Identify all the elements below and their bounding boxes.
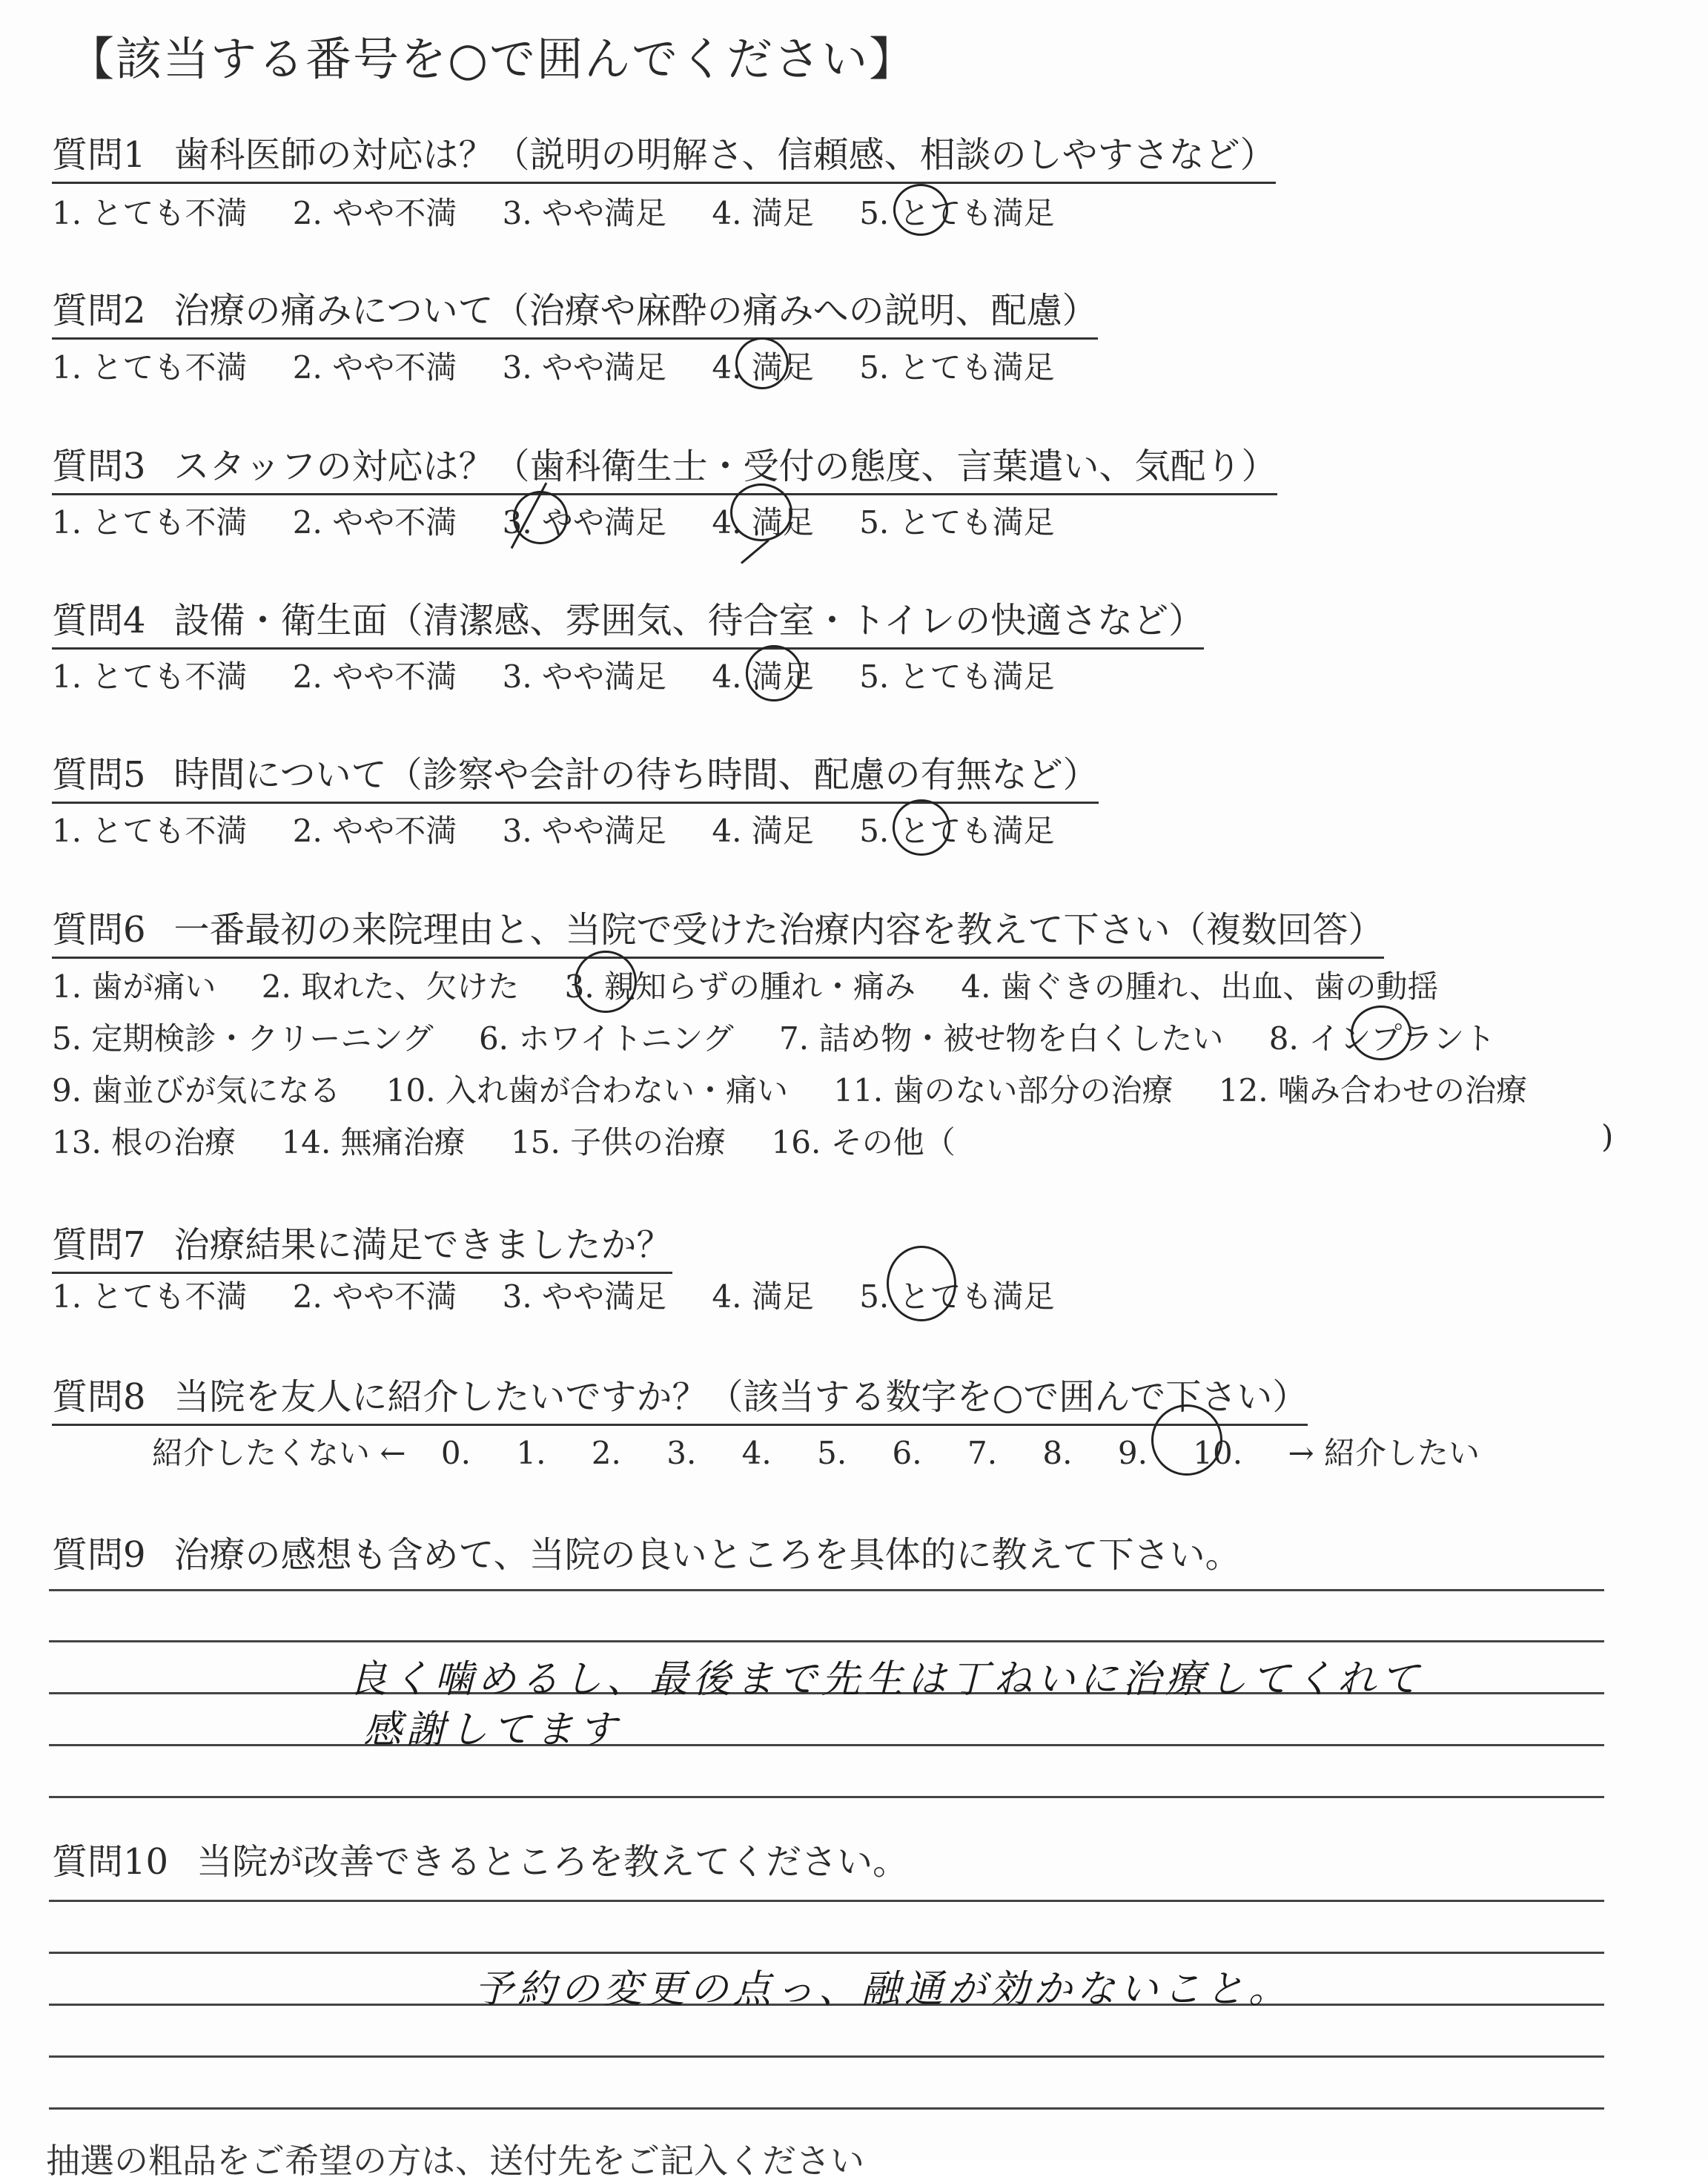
scale-1[interactable]: 1. [516,1435,546,1471]
question-2 [52,282,1098,340]
q6-options-row-4 [52,1118,991,1163]
q7-option-5[interactable]: 5. とても満足 [859,1278,1055,1315]
page-title: 【該当する番号を○で囲んでください】 [68,32,917,86]
answer-line [49,1796,1604,1798]
q4-option-2[interactable]: 2. やや不満 [292,658,457,695]
question-text: 一番最初の来院理由と、当院で受けた治療内容を教えて下さい（複数回答） [173,909,1384,951]
question-text: 治療結果に満足できましたか？ [173,1224,672,1266]
question-10 [52,1833,908,1889]
handwritten-answer-line-2: 感謝してます [363,1708,622,1752]
question-number: 質問7 [52,1224,146,1266]
q6-option-6[interactable]: 6. ホワイトニング [478,1020,734,1057]
question-3 [52,437,1277,495]
question-number: 質問3 [52,446,146,487]
q4-option-4[interactable]: 4. 満足 [712,658,814,695]
q6-option-15[interactable]: 15. 子供の治療 [511,1124,726,1160]
question-number: 質問2 [52,290,146,331]
scale-3[interactable]: 3. [666,1435,697,1471]
question-5 [52,746,1099,804]
q5-option-4[interactable]: 4. 満足 [712,813,814,849]
question-text: 治療の痛みについて（治療や麻酔の痛みへの説明、配慮） [173,290,1098,331]
q6-option-13[interactable]: 13. 根の治療 [52,1124,236,1160]
q7-option-4[interactable]: 4. 満足 [712,1278,814,1315]
scale-right-label: → 紹介したい [1288,1435,1480,1471]
q7-options [52,1272,1090,1317]
q2-options [52,343,1090,388]
answer-line [49,2055,1604,2058]
scale-2[interactable]: 2. [591,1435,621,1471]
q6-option-16[interactable]: 16. その他（ [771,1124,956,1160]
q5-option-5[interactable]: 5. とても満足 [859,813,1055,849]
q5-option-2[interactable]: 2. やや不満 [292,813,457,849]
scale-4[interactable]: 4. [741,1435,772,1471]
q2-option-1[interactable]: 1. とても不満 [52,349,248,386]
q7-option-1[interactable]: 1. とても不満 [52,1278,248,1315]
q4-option-1[interactable]: 1. とても不満 [52,658,248,695]
q6-options-row-2 [52,1014,1531,1059]
q6-option-14[interactable]: 14. 無痛治療 [281,1124,466,1160]
q4-options [52,653,1090,697]
question-number: 質問1 [52,134,146,176]
question-4 [52,592,1204,650]
answer-line [49,1640,1604,1642]
scale-6[interactable]: 6. [892,1435,922,1471]
question-1 [52,126,1276,184]
recommend-scale [152,1429,1480,1473]
q2-option-4[interactable]: 4. 満足 [712,349,814,386]
question-9 [52,1526,1241,1582]
q6-option-5[interactable]: 5. 定期検診・クリーニング [52,1020,434,1057]
question-8 [52,1368,1308,1426]
q2-option-3[interactable]: 3. やや満足 [502,349,667,386]
question-text: 当院を友人に紹介したいですか？（該当する数字を○で囲んで下さい） [173,1376,1308,1418]
q6-option-3[interactable]: 3. 親知らずの腫れ・痛み [564,968,916,1005]
question-text: 当院が改善できるところを教えてください。 [196,1841,909,1883]
q6-option-9[interactable]: 9. 歯並びが気になる [52,1072,341,1109]
q3-option-1[interactable]: 1. とても不満 [52,504,248,541]
scale-left-label: 紹介したくない ← [152,1435,406,1471]
q4-option-5[interactable]: 5. とても満足 [859,658,1055,695]
q5-options [52,807,1090,851]
q1-option-1[interactable]: 1. とても不満 [52,195,248,231]
q7-option-2[interactable]: 2. やや不満 [292,1278,457,1315]
question-text: 歯科医師の対応は？（説明の明解さ、信頼感、相談のしやすさなど） [173,134,1276,176]
scale-9[interactable]: 9. [1117,1435,1148,1471]
question-number: 質問9 [52,1534,146,1576]
scale-5[interactable]: 5. [817,1435,847,1471]
q4-option-3[interactable]: 3. やや満足 [502,658,667,695]
q5-option-3[interactable]: 3. やや満足 [502,813,667,849]
other-close-paren: ) [1601,1118,1614,1155]
circle-tail-stroke [741,539,769,564]
q3-option-3[interactable]: 3. やや満足 [502,504,667,541]
answer-line [49,1900,1604,1902]
q1-options [52,189,1090,234]
q6-option-7[interactable]: 7. 詰め物・被せ物を白くしたい [778,1020,1224,1057]
question-text: 治療の感想も含めて、当院の良いところを具体的に教えて下さい。 [173,1534,1241,1576]
q6-option-2[interactable]: 2. 取れた、欠けた [261,968,520,1005]
scale-8[interactable]: 8. [1042,1435,1073,1471]
question-text: 設備・衛生面（清潔感、雰囲気、待合室・トイレの快適さなど） [173,600,1205,641]
q2-option-2[interactable]: 2. やや不満 [292,349,457,386]
q3-option-5[interactable]: 5. とても満足 [859,504,1055,541]
q1-option-2[interactable]: 2. やや不満 [292,195,457,231]
q6-option-8[interactable]: 8. インプラント [1268,1020,1496,1057]
question-number: 質問10 [52,1841,169,1883]
q3-options [52,498,1090,543]
q1-option-3[interactable]: 3. やや満足 [502,195,667,231]
question-7 [52,1216,672,1274]
answer-line [49,1952,1604,1954]
question-6 [52,901,1384,959]
q1-option-4[interactable]: 4. 満足 [712,195,814,231]
q6-option-10[interactable]: 10. 入れ歯が合わない・痛い [385,1072,788,1109]
scale-7[interactable]: 7. [967,1435,998,1471]
question-text: 時間について（診察や会計の待ち時間、配慮の有無など） [173,754,1099,796]
footer-cut-text: 抽選の粗品をご希望の方は、送付先をご記入ください [46,2141,864,2181]
answer-line [49,1744,1604,1746]
q7-option-3[interactable]: 3. やや満足 [502,1278,667,1315]
q6-options-row-3 [52,1066,1563,1111]
question-number: 質問8 [52,1376,146,1418]
q6-option-1[interactable]: 1. 歯が痛い [52,968,216,1005]
question-text: スタッフの対応は？（歯科衛生士・受付の態度、言葉遣い、気配り） [173,446,1277,487]
q2-option-5[interactable]: 5. とても満足 [859,349,1055,386]
q3-option-2[interactable]: 2. やや不満 [292,504,457,541]
q6-option-11[interactable]: 11. 歯のない部分の治療 [833,1072,1174,1109]
q3-option-4[interactable]: 4. 満足 [712,504,814,541]
handwritten-answer: 予約の変更の点っ、融通が効かないこと。 [474,1967,1292,2012]
q5-option-1[interactable]: 1. とても不満 [52,813,248,849]
question-number: 質問6 [52,909,146,951]
q6-option-12[interactable]: 12. 噛み合わせの治療 [1218,1072,1527,1109]
answer-line [49,1589,1604,1591]
scale-0[interactable]: 0. [440,1435,471,1471]
q1-option-5[interactable]: 5. とても満足 [859,195,1055,231]
q6-option-4[interactable]: 4. 歯ぐきの腫れ、出血、歯の動揺 [961,968,1439,1005]
scale-10[interactable]: 10. [1193,1435,1243,1471]
question-number: 質問5 [52,754,146,796]
question-number: 質問4 [52,600,146,641]
handwritten-answer-line-1: 良く噛めるし、最後まで先生は丁ねいに治療してくれて [348,1657,1424,1702]
q6-options-row-1 [52,962,1474,1007]
answer-line [49,2107,1604,2110]
